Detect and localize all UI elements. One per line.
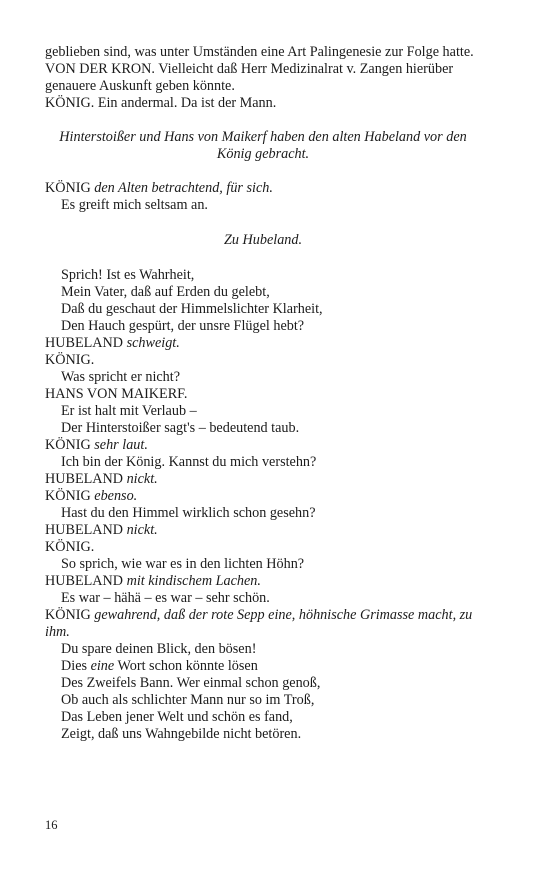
stage-direction-inline: ebenso.	[94, 488, 138, 504]
verse-line: Hast du den Himmel wirklich schon gesehn?	[61, 505, 316, 521]
verse-text: Dies	[61, 658, 91, 674]
verse-line: Sprich! Ist es Wahrheit,	[61, 267, 195, 283]
speaker-name: KÖNIG.	[45, 539, 95, 555]
speaker-name: HUBELAND	[45, 522, 127, 538]
verse-line: Was spricht er nicht?	[61, 369, 181, 385]
verse-line: Ob auch als schlichter Mann nur so im Troß,	[61, 692, 315, 708]
verse-line: Des Zweifels Bann. Wer einmal schon genoß,	[61, 675, 321, 691]
play-text	[45, 44, 481, 743]
speech-line	[45, 335, 481, 352]
stage-direction-inline: schweigt.	[126, 335, 180, 351]
speaker-name: HUBELAND	[45, 335, 127, 351]
verse-line: Du spare deinen Blick, den bösen!	[61, 641, 257, 657]
verse-line: Zeigt, daß uns Wahngebilde nicht betören.	[61, 726, 302, 742]
verse-text: Wort schon könnte lösen	[114, 658, 258, 674]
speaker-name: KÖNIG.	[45, 352, 95, 368]
stage-direction-inline: den Alten betrachtend, für sich.	[94, 180, 273, 196]
stage-direction-inline: nickt.	[126, 522, 158, 538]
speaker-name: VON DER KRON.	[45, 61, 155, 77]
emphasis: eine	[90, 658, 115, 674]
stage-direction-inline: sehr laut.	[94, 437, 148, 453]
speech-line	[45, 471, 481, 488]
speaker-name: KÖNIG.	[45, 95, 95, 111]
stage-direction-inline: mit kindischem Lachen.	[126, 573, 261, 589]
verse-line: Ich bin der König. Kannst du mich verstehn?	[61, 454, 317, 470]
speech-line	[45, 573, 481, 590]
speaker-name: KÖNIG	[45, 437, 95, 453]
verse-line: Der Hinterstoißer sagt's – bedeutend taub.	[61, 420, 300, 436]
stage-direction: Hinterstoißer und Hans von Maikerf haben den alten Habeland vor den König gebracht.	[59, 129, 467, 162]
speaker-name: HUBELAND	[45, 573, 127, 589]
speech-line	[45, 61, 481, 95]
speaker-name: KÖNIG	[45, 180, 95, 196]
verse-line: Es war – hähä – es war – sehr schön.	[61, 590, 270, 606]
verse-line: Den Hauch gespürt, der unsre Flügel hebt?	[61, 318, 305, 334]
speech-line	[45, 180, 481, 197]
text-line: geblieben sind, was unter Umständen eine Art Palingenesie zur Folge hatte.	[45, 44, 474, 60]
verse-line: Er ist halt mit Verlaub –	[61, 403, 197, 419]
speech-text: Vielleicht daß Herr Medizinalrat v. Zangen hierüber genauere Auskunft geben könnte.	[45, 61, 454, 94]
verse-line: Mein Vater, daß auf Erden du gelebt,	[61, 284, 270, 300]
speaker-name: KÖNIG	[45, 488, 95, 504]
verse-line: So sprich, wie war es in den lichten Höhn?	[61, 556, 305, 572]
speech-text: Ein andermal. Da ist der Mann.	[94, 95, 277, 111]
verse-line	[45, 658, 481, 675]
speech-line	[45, 607, 481, 641]
speech-line	[45, 95, 481, 112]
stage-direction: Zu Hubeland.	[223, 232, 303, 248]
stage-direction-inline: nickt.	[126, 471, 158, 487]
page-number: 16	[45, 818, 58, 832]
speech-line	[45, 437, 481, 454]
verse-line: Es greift mich seltsam an.	[61, 197, 208, 213]
verse-line: Daß du geschaut der Himmelslichter Klarheit,	[61, 301, 323, 317]
stage-direction-inline: gewahrend, daß der rote Sepp eine, höhnische Grimasse macht, zu ihm.	[45, 607, 473, 640]
speaker-name: HUBELAND	[45, 471, 127, 487]
verse-line: Das Leben jener Welt und schön es fand,	[61, 709, 293, 725]
speaker-name: HANS VON MAIKERF.	[45, 386, 188, 402]
speaker-name: KÖNIG	[45, 607, 95, 623]
speech-line	[45, 488, 481, 505]
speech-line	[45, 522, 481, 539]
